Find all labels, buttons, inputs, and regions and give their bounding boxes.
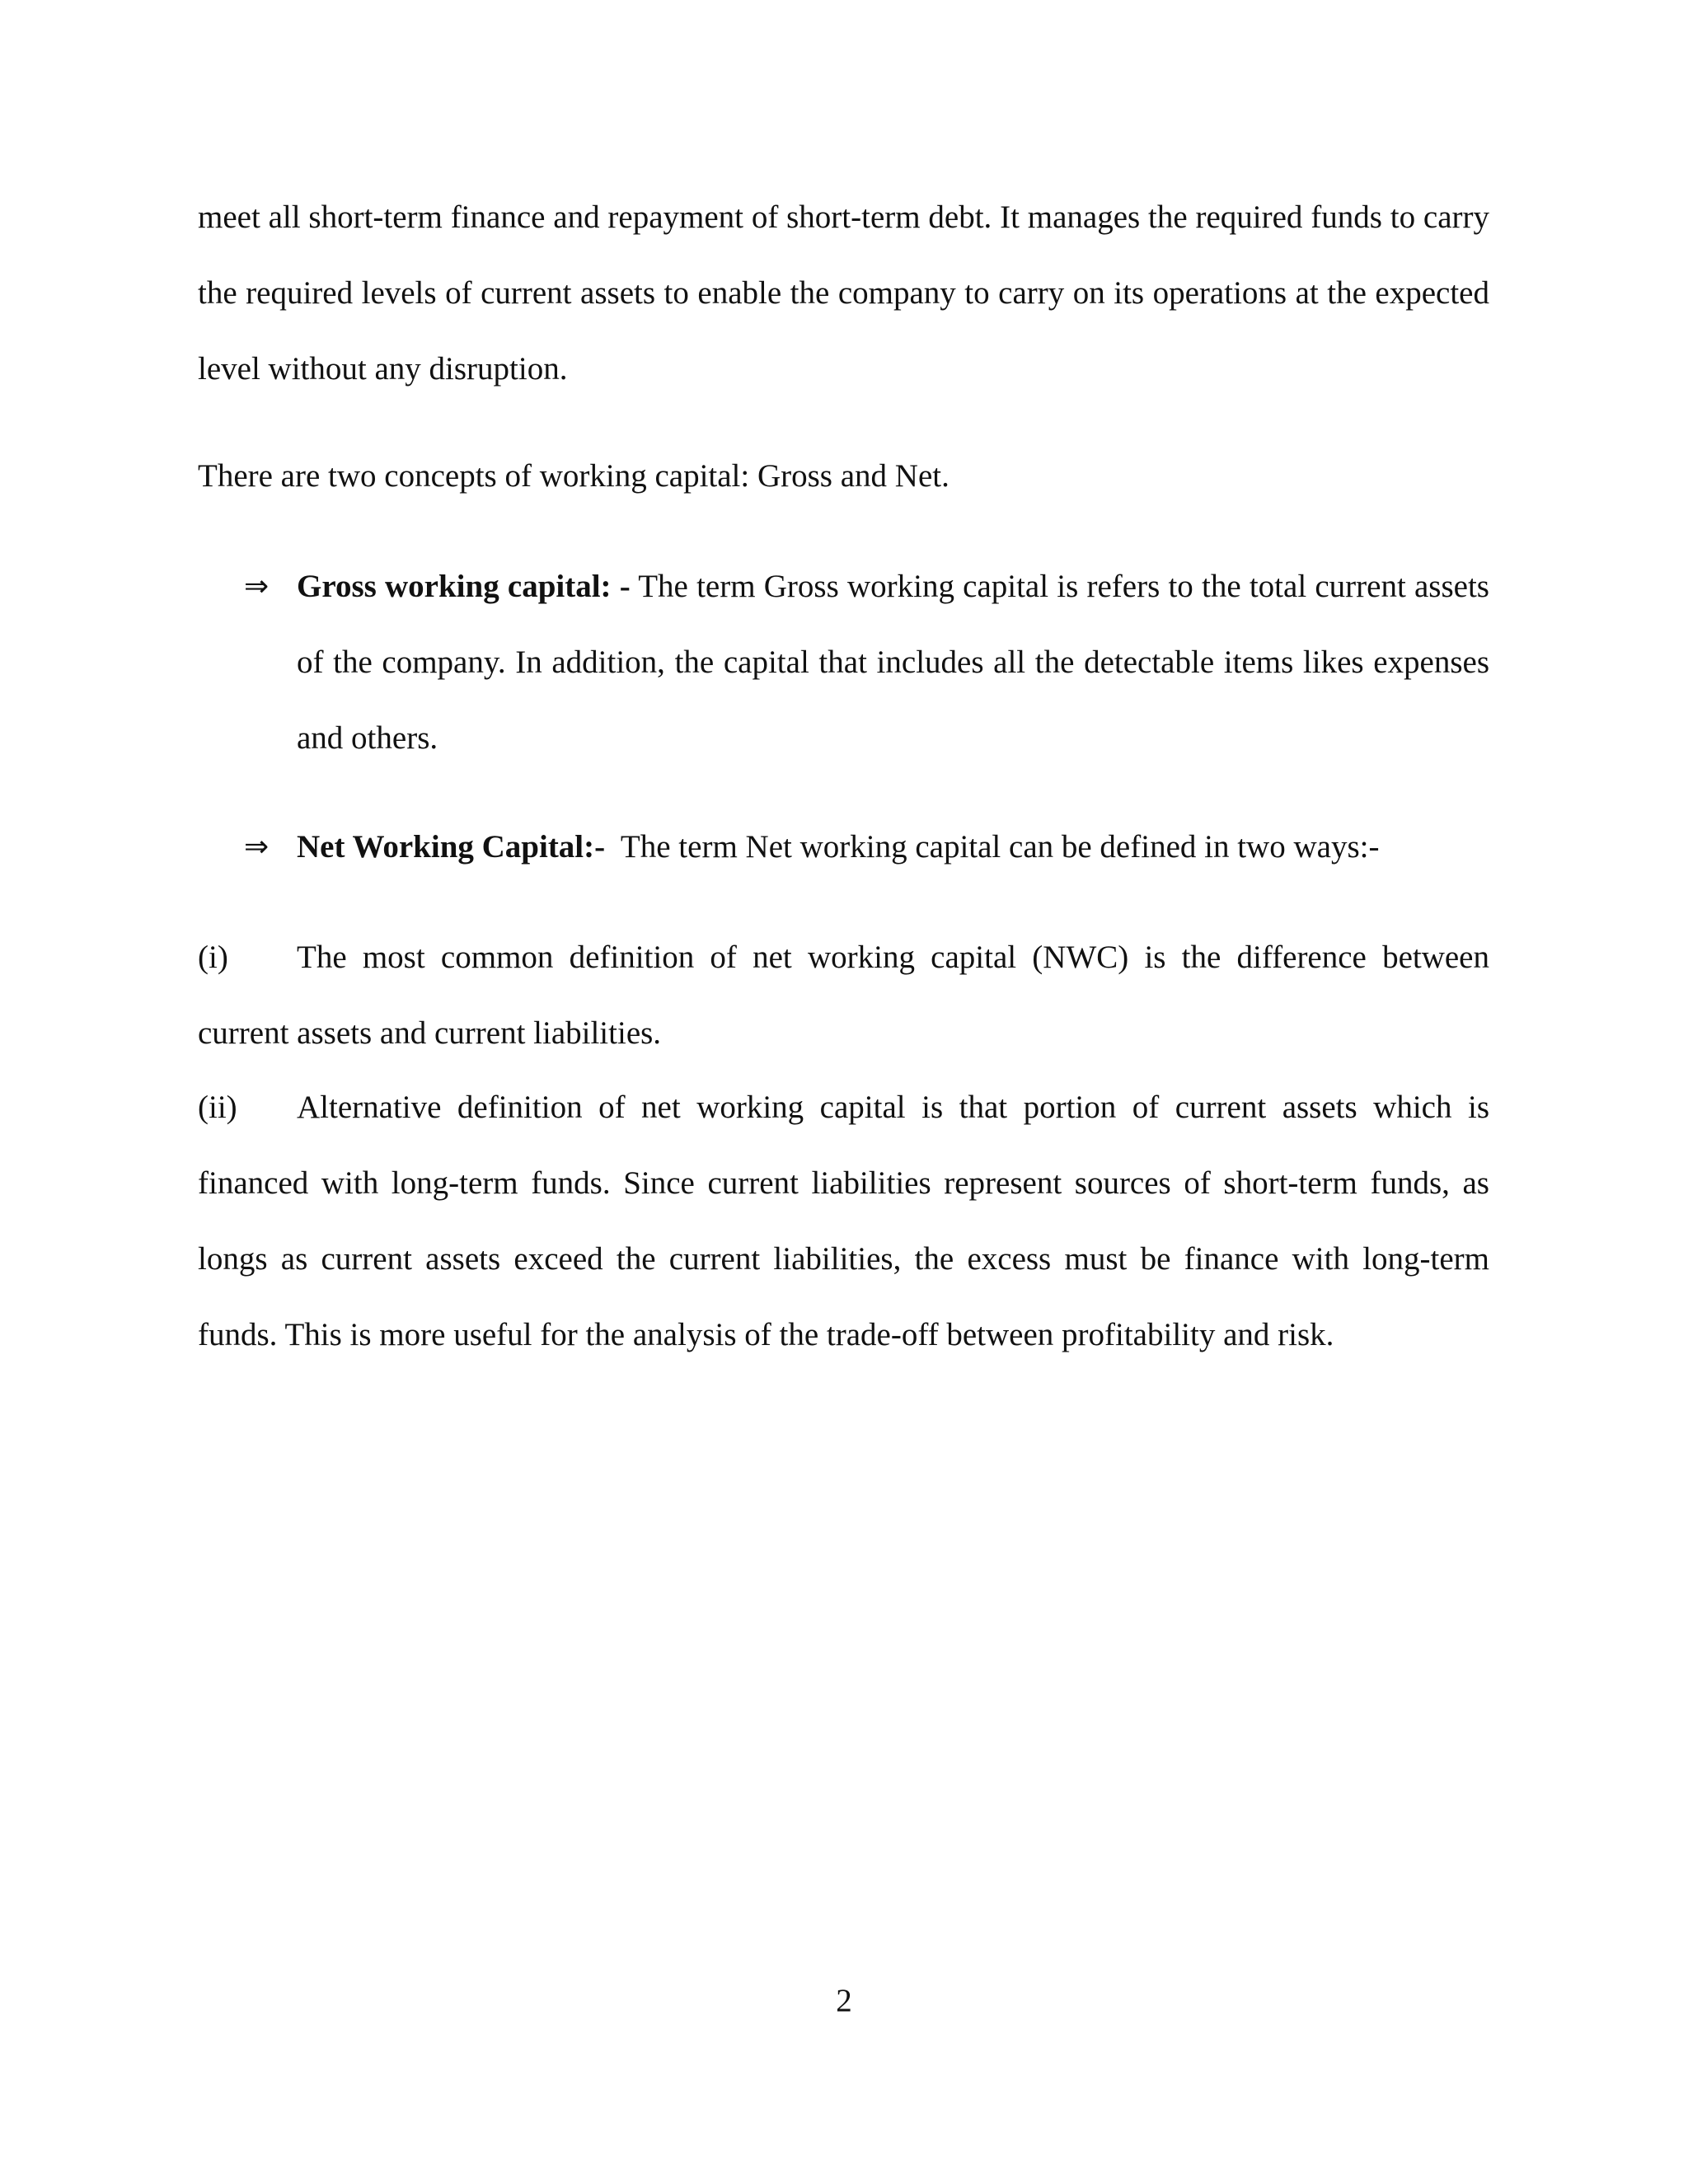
item-label: (ii): [198, 1090, 237, 1125]
definition-item-1: [198, 920, 1489, 1071]
bullet-text: The term Gross working capital is refers to the total current assets of the company. In addition, the capital that includes all the detectable items likes expenses and others.: [297, 569, 1489, 756]
bullet-body: [297, 549, 1489, 776]
bullet-term: Gross working capital: -: [297, 569, 631, 604]
bullet-text: The term Net working capital can be defined in two ways:-: [620, 829, 1380, 865]
double-arrow-icon: ⇒: [244, 830, 270, 864]
bullet-net-working-capital: [244, 809, 1489, 885]
concepts-sentence: There are two concepts of working capital: Gross and Net.: [198, 458, 950, 494]
item-label: (i): [198, 940, 228, 975]
item-text: Alternative definition of net working capital is that portion of current assets which is financed with long-term funds. Since current liabilities represent sources of short-term funds, as longs as current assets exceed the current liabilities, the excess must be finance with long-term funds. This is more useful for the analysis of the trade-off between profitability and risk.: [198, 1090, 1489, 1352]
page-number: 2: [836, 1983, 852, 2018]
definition-item-2: [198, 1070, 1489, 1373]
bullet-body: [297, 809, 1489, 885]
item-text: The most common definition of net working capital (NWC) is the difference between current assets and current liabilities.: [198, 940, 1489, 1051]
double-arrow-icon: ⇒: [244, 569, 270, 603]
bullet-term: Net Working Capital:-: [297, 829, 606, 865]
bullet-gross-working-capital: [244, 549, 1489, 776]
intro-paragraph: meet all short-term finance and repayment of short-term debt. It manages the required funds to carry the required levels of current assets to enable the company to carry on its operations at the expected level without any disruption.: [198, 199, 1489, 387]
